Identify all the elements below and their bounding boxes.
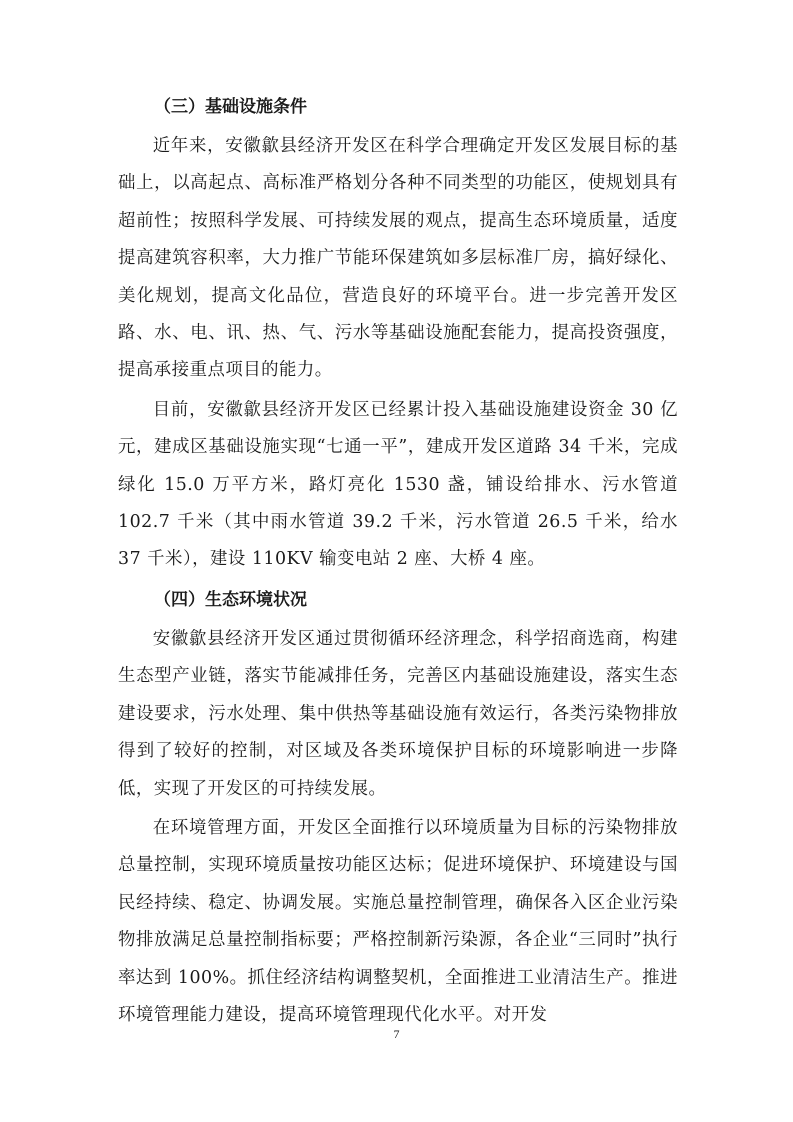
paragraph: 在环境管理方面，开发区全面推行以环境质量为目标的污染物排放总量控制，实现环境质量按功能区达标；促进环境保护、环境建设与国民经持续、稳定、协调发展。实施总量控制管理，确保各入区企业污染物排放满足总量控制指标要；严格控制新污染源，各企业“三同时”执行率达到 100%。抓住经济结构调整契机，全面推进工业清洁生产。推进环境管理能力建设，提高环境管理现代化水平。对开发 (118, 817, 678, 1025)
page-number: 7 (393, 1027, 400, 1041)
section-heading-ecology: （四）生态环境状况 (154, 589, 307, 610)
paragraph: 安徽歙县经济开发区通过贯彻循环经济理念，科学招商选商，构建生态型产业链，落实节能减排任务，完善区内基础设施建设，落实生态建设要求，污水处理、集中供热等基础设施有效运行，各类污染物排放得到了较好的控制，对区域及各类环境保护目标的环境影响进一步降低，实现了开发区的可持续发展。 (118, 628, 678, 799)
document-body (118, 88, 678, 1036)
section-heading-infrastructure: （三）基础设施条件 (154, 97, 307, 117)
paragraph: 近年来，安徽歙县经济开发区在科学合理确定开发区发展目标的基础上，以高起点、高标准严格划分各种不同类型的功能区，使规划具有超前性；按照科学发展、可持续发展的观点，提高生态环境质量，适度提高建筑容积率，大力推广节能环保建筑如多层标准厂房，搞好绿化、美化规划，提高文化品位，营造良好的环境平台。进一步完善开发区路、水、电、讯、热、气、污水等基础设施配套能力，提高投资强度，提高承接重点项目的能力。 (118, 136, 678, 381)
paragraph: 目前，安徽歙县经济开发区已经累计投入基础设施建设资金 30 亿元，建成区基础设施实现“七通一平”，建成开发区道路 34 千米，完成绿化 15.0 万平方米，路灯亮化 1530 盏，铺设给排水、污水管道 102.7 千米（其中雨水管道 39.2 千米，污水管道 26.5 千米，给水 37 千米），建设 110KV 输变电站 2 座、大桥 4 座。 (118, 399, 678, 570)
